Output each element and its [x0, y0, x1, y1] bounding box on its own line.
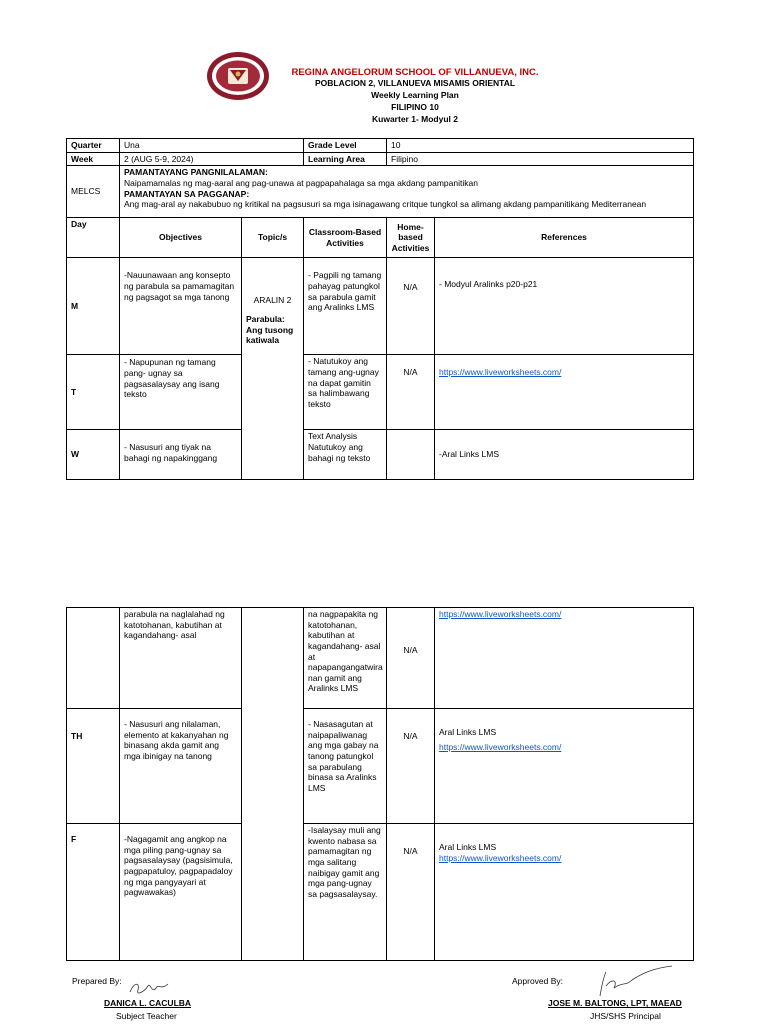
home-th: N/A	[387, 709, 435, 824]
prepared-by-name: DANICA L. CACULBA	[104, 998, 192, 1008]
reference-w2	[435, 608, 694, 709]
classroom-w2: na nagpapakita ng katotohanan, kabutihan at kagandahang- asal at napapangangatwira nan gamit ang Aralinks LMS	[304, 608, 387, 709]
col-objectives: Objectives	[120, 218, 242, 258]
reference-f-link[interactable]: https://www.liveworksheets.com/	[439, 852, 562, 863]
objective-w: - Nasusuri ang tiyak na bahagi ng napakinggang	[120, 430, 242, 480]
reference-w: -Aral Links LMS	[435, 430, 694, 480]
lesson-plan-table-bottom	[66, 607, 694, 961]
content-standard: Naipamamalas ng mag-aaral ang pag-unawa at pagpapahalaga sa mga akdang pampanitikan	[124, 177, 478, 188]
classroom-th: - Nasasagutan at naipapaliwanag ang mga gabay na tanong patungkol sa parabulang binasa sa Aralinks LMS	[304, 709, 387, 824]
school-address: POBLACION 2, VILLANUEVA MISAMIS ORIENTAL	[314, 78, 516, 88]
col-classroom: Classroom-Based Activities	[304, 218, 387, 258]
col-references: References	[435, 218, 694, 258]
day-w: W	[67, 430, 120, 480]
melcs-content	[120, 166, 694, 218]
learning-area-value: Filipino	[387, 152, 694, 166]
classroom-t: - Natutukoy ang tamang ang-ugnay na dapat gamitin sa halimbawang teksto	[304, 355, 387, 430]
reference-th	[435, 709, 694, 824]
content-standard-label: PAMANTAYANG PANGNILALAMAN:	[124, 167, 268, 178]
topic-cell	[242, 258, 304, 480]
learning-area-label: Learning Area	[304, 152, 387, 166]
objective-th: - Nasusuri ang nilalaman, elemento at kakanyahan ng binasang akda gamit ang mga ibinigay na tanong	[120, 709, 242, 824]
prepared-by-label: Prepared By:	[72, 976, 122, 986]
objective-w2: parabula na naglalahad ng katotohanan, kabutihan at kagandahang- asal	[120, 608, 242, 709]
module-title: Kuwarter 1- Modyul 2	[372, 114, 458, 124]
week-label: Week	[67, 152, 120, 166]
reference-th-link[interactable]: https://www.liveworksheets.com/	[439, 741, 562, 752]
day-t: T	[67, 355, 120, 430]
reference-th-text: Aral Links LMS	[439, 727, 497, 737]
classroom-m: - Pagpili ng tamang pahayag patungkol sa parabula gamit ang Aralinks LMS	[304, 258, 387, 355]
col-topic: Topic/s	[242, 218, 304, 258]
grade-level-label: Grade Level	[304, 139, 387, 153]
reference-w2-link[interactable]: https://www.liveworksheets.com/	[439, 609, 562, 619]
reference-m: - Modyul Aralinks p20-p21	[435, 258, 694, 355]
day-m: M	[67, 258, 120, 355]
home-m: N/A	[387, 258, 435, 355]
topic-lesson: ARALIN 2	[253, 295, 292, 306]
school-name: REGINA ANGELORUM SCHOOL OF VILLANUEVA, INC.	[291, 67, 539, 78]
approved-by-label: Approved By:	[512, 976, 564, 986]
home-w2: N/A	[387, 608, 435, 709]
teacher-signature	[128, 978, 170, 998]
day-th: TH	[67, 709, 120, 824]
col-home: Home-based Activities	[387, 218, 435, 258]
day-f: F	[67, 824, 120, 961]
col-day: Day	[67, 218, 120, 258]
lesson-plan-table-top	[66, 138, 694, 480]
classroom-f: -Isalaysay muli ang kwento nabasa sa pamamagitan ng mga salitang naibigay gamit ang mga pang-ugnay sa pagsasalaysay.	[304, 824, 387, 961]
objective-f: -Nagagamit ang angkop na mga piling pang-ugnay sa pagsasalaysay (pagsisimula, pagpapatuloy, pagpapadaloy ng mga pangyayari at pagwawakas)	[120, 824, 242, 961]
day-w2	[67, 608, 120, 709]
home-w	[387, 430, 435, 480]
quarter-value: Una	[120, 139, 304, 153]
prepared-by-role: Subject Teacher	[116, 1011, 177, 1021]
approved-by-role: JHS/SHS Principal	[590, 1011, 661, 1021]
objective-t: - Napupunan ng tamang pang- ugnay sa pagsasalaysay ang isang teksto	[120, 355, 242, 430]
topic-title: Parabula: Ang tusong katiwala	[246, 313, 294, 346]
plan-title: Weekly Learning Plan	[371, 90, 459, 100]
reference-t-link[interactable]: https://www.liveworksheets.com/	[439, 367, 562, 378]
reference-f-text: Aral Links LMS	[439, 842, 497, 852]
classroom-w: Text Analysis Natutukoy ang bahagi ng teksto	[304, 430, 387, 480]
reference-f	[435, 824, 694, 961]
grade-level-value: 10	[387, 139, 694, 153]
home-t: N/A	[387, 355, 435, 430]
objective-m: -Nauunawaan ang konsepto ng parabula sa pamamagitan ng pagsagot sa mga tanong	[120, 258, 242, 355]
quarter-label: Quarter	[67, 139, 120, 153]
subject-title: FILIPINO 10	[391, 102, 439, 112]
melcs-label: MELCS	[67, 166, 120, 218]
reference-t	[435, 355, 694, 430]
approved-by-name: JOSE M. BALTONG, LPT, MAEAD	[548, 998, 682, 1008]
home-f: N/A	[387, 824, 435, 961]
topic-cell-continued	[242, 608, 304, 961]
week-value: 2 (AUG 5-9, 2024)	[120, 152, 304, 166]
performance-standard-label: PAMANTAYAN SA PAGGANAP:	[124, 188, 250, 199]
performance-standard: Ang mag-aral ay nakabubuo ng kritikal na pagsusuri sa mga isinagawang critque tungkol sa alimang akdang pampanitikang Mediterranean	[124, 199, 647, 210]
